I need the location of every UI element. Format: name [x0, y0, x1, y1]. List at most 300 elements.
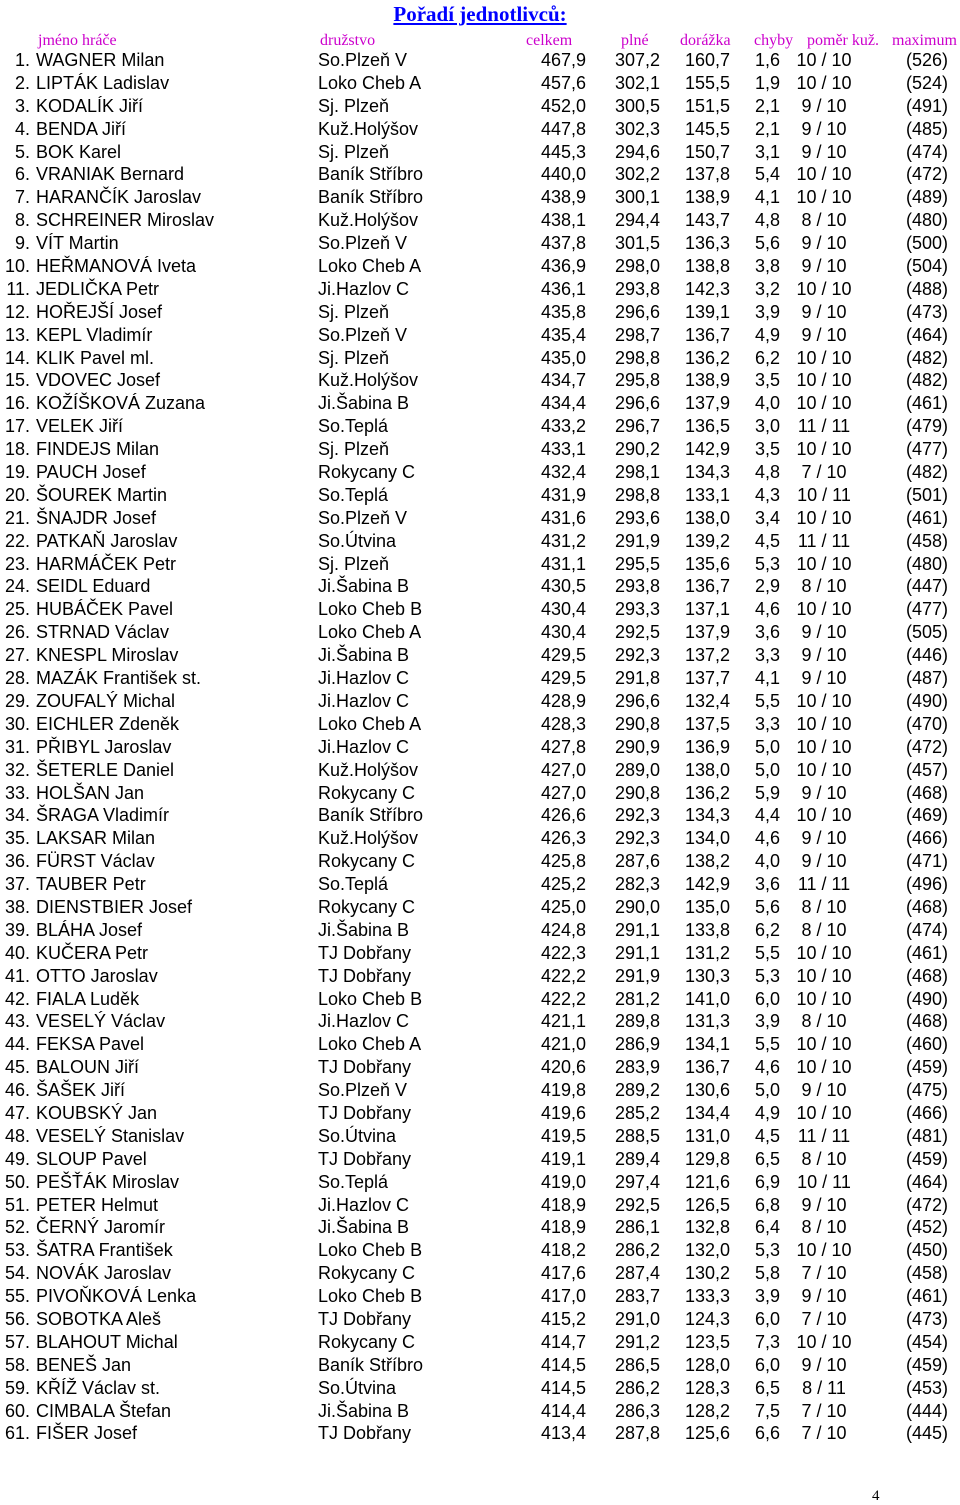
total-score: 425,0 — [540, 896, 586, 917]
rank-cell: 38. — [4, 896, 30, 917]
team-name: Rokycany C — [318, 1331, 416, 1352]
rank-cell: 42. — [4, 988, 30, 1009]
full-score: 291,1 — [614, 919, 660, 940]
total-score: 435,4 — [540, 324, 586, 345]
clear-score: 138,9 — [684, 370, 730, 391]
team-name: Kuž.Holýšov — [318, 118, 419, 139]
table-row — [0, 644, 960, 667]
max-score: (472) — [905, 164, 948, 185]
rank-cell: 35. — [4, 828, 30, 849]
total-score: 413,4 — [540, 1423, 586, 1444]
errors-count: 5,5 — [754, 942, 780, 963]
ratio-value: 11 / 11 — [797, 874, 851, 895]
ratio-value: 10 / 10 — [796, 164, 852, 185]
header-max: maximum — [892, 32, 957, 49]
team-name: So.Teplá — [318, 874, 389, 895]
team-name: So.Útvina — [318, 1377, 397, 1398]
errors-count: 7,5 — [754, 1400, 780, 1421]
max-score: (459) — [905, 1354, 948, 1375]
full-score: 292,5 — [614, 622, 660, 643]
full-score: 300,5 — [614, 95, 660, 116]
player-name: ŠRAGA Vladimír — [36, 805, 170, 826]
player-name: KŘÍŽ Václav st. — [36, 1377, 161, 1398]
team-name: Baník Stříbro — [318, 805, 424, 826]
header-full: plné — [621, 32, 649, 49]
full-score: 296,7 — [614, 416, 660, 437]
team-name: TJ Dobřany — [318, 942, 412, 963]
ratio-value: 10 / 10 — [796, 553, 852, 574]
total-score: 452,0 — [540, 95, 586, 116]
ratio-value: 9 / 10 — [801, 668, 847, 689]
max-score: (487) — [905, 668, 948, 689]
ratio-value: 10 / 10 — [796, 187, 852, 208]
clear-score: 142,9 — [684, 439, 730, 460]
full-score: 288,5 — [614, 1125, 660, 1146]
errors-count: 4,9 — [754, 1102, 780, 1123]
errors-count: 6,0 — [754, 988, 780, 1009]
ratio-value: 8 / 10 — [801, 1148, 847, 1169]
rank-cell: 60. — [4, 1400, 30, 1421]
table-row — [0, 278, 960, 301]
table-row — [0, 1400, 960, 1423]
team-name: Ji.Šabina B — [318, 576, 410, 597]
max-score: (482) — [905, 347, 948, 368]
errors-count: 3,6 — [754, 622, 780, 643]
rank-cell: 37. — [4, 874, 30, 895]
rank-cell: 15. — [4, 370, 30, 391]
errors-count: 4,0 — [754, 851, 780, 872]
total-score: 431,2 — [540, 530, 586, 551]
full-score: 283,7 — [614, 1286, 660, 1307]
clear-score: 137,7 — [684, 668, 730, 689]
total-score: 457,6 — [540, 72, 586, 93]
max-score: (504) — [905, 256, 948, 277]
team-name: Sj. Plzeň — [318, 553, 390, 574]
table-row — [0, 736, 960, 759]
errors-count: 4,6 — [754, 828, 780, 849]
errors-count: 2,1 — [754, 95, 780, 116]
full-score: 298,7 — [614, 324, 660, 345]
full-score: 307,2 — [614, 50, 660, 70]
player-name: HOLŠAN Jan — [36, 782, 145, 803]
rank-cell: 2. — [14, 72, 30, 93]
full-score: 290,8 — [614, 782, 660, 803]
player-name: VESELÝ Václav — [36, 1011, 166, 1032]
total-score: 434,7 — [540, 370, 586, 391]
full-score: 293,6 — [614, 507, 660, 528]
clear-score: 137,9 — [684, 393, 730, 414]
max-score: (482) — [905, 462, 948, 483]
max-score: (461) — [905, 1286, 948, 1307]
clear-score: 136,9 — [684, 736, 730, 757]
rank-cell: 46. — [4, 1080, 30, 1101]
player-name: FÜRST Václav — [36, 851, 155, 872]
clear-score: 139,1 — [684, 301, 730, 322]
errors-count: 5,9 — [754, 782, 780, 803]
rank-cell: 12. — [4, 301, 30, 322]
max-score: (452) — [905, 1217, 948, 1238]
full-score: 297,4 — [614, 1171, 660, 1192]
clear-score: 129,8 — [684, 1148, 730, 1169]
table-row — [0, 1171, 960, 1194]
ratio-value: 9 / 10 — [801, 256, 847, 277]
team-name: Ji.Šabina B — [318, 1400, 410, 1421]
clear-score: 137,2 — [684, 645, 730, 666]
team-name: Rokycany C — [318, 782, 416, 803]
errors-count: 5,6 — [754, 233, 780, 254]
table-row — [0, 530, 960, 553]
full-score: 295,8 — [614, 370, 660, 391]
max-score: (461) — [905, 942, 948, 963]
team-name: Kuž.Holýšov — [318, 370, 419, 391]
errors-count: 3,4 — [754, 507, 780, 528]
table-row — [0, 1102, 960, 1125]
team-name: So.Útvina — [318, 530, 397, 551]
full-score: 298,8 — [614, 347, 660, 368]
full-score: 298,8 — [614, 484, 660, 505]
total-score: 422,2 — [540, 988, 586, 1009]
player-name: HARANČÍK Jaroslav — [36, 187, 202, 208]
table-row — [0, 1056, 960, 1079]
errors-count: 4,6 — [754, 599, 780, 620]
total-score: 436,1 — [540, 278, 586, 299]
max-score: (500) — [905, 233, 948, 254]
rank-cell: 54. — [4, 1263, 30, 1284]
errors-count: 5,3 — [754, 965, 780, 986]
total-score: 414,4 — [540, 1400, 586, 1421]
full-score: 285,2 — [614, 1102, 660, 1123]
rank-cell: 24. — [4, 576, 30, 597]
max-score: (477) — [905, 599, 948, 620]
player-name: ŠATRA František — [36, 1240, 173, 1261]
errors-count: 3,9 — [754, 301, 780, 322]
ratio-value: 11 / 11 — [797, 1125, 851, 1146]
player-name: VÍT Martin — [36, 233, 119, 254]
errors-count: 6,0 — [754, 1354, 780, 1375]
full-score: 289,2 — [614, 1080, 660, 1101]
player-name: KODALÍK Jiří — [36, 95, 144, 116]
total-score: 420,6 — [540, 1057, 586, 1078]
ratio-value: 7 / 10 — [801, 1263, 847, 1284]
clear-score: 137,1 — [684, 599, 730, 620]
team-name: Ji.Hazlov C — [318, 736, 410, 757]
full-score: 293,3 — [614, 599, 660, 620]
clear-score: 131,3 — [684, 1011, 730, 1032]
ranking-table — [0, 49, 960, 1445]
table-row — [0, 163, 960, 186]
rank-cell: 20. — [4, 484, 30, 505]
player-name: VRANIAK Bernard — [36, 164, 185, 185]
ratio-value: 10 / 10 — [796, 1240, 852, 1261]
total-score: 418,9 — [540, 1217, 586, 1238]
table-row — [0, 1239, 960, 1262]
table-row — [0, 461, 960, 484]
total-score: 430,5 — [540, 576, 586, 597]
team-name: Ji.Šabina B — [318, 645, 410, 666]
errors-count: 7,3 — [754, 1331, 780, 1352]
full-score: 290,0 — [614, 896, 660, 917]
max-score: (464) — [905, 1171, 948, 1192]
max-score: (477) — [905, 439, 948, 460]
clear-score: 132,8 — [684, 1217, 730, 1238]
errors-count: 6,5 — [754, 1148, 780, 1169]
errors-count: 4,8 — [754, 462, 780, 483]
team-name: TJ Dobřany — [318, 965, 412, 986]
rank-cell: 14. — [4, 347, 30, 368]
rank-cell: 53. — [4, 1240, 30, 1261]
clear-score: 124,3 — [684, 1308, 730, 1329]
clear-score: 142,9 — [684, 874, 730, 895]
ratio-value: 10 / 10 — [796, 713, 852, 734]
clear-score: 133,3 — [684, 1286, 730, 1307]
max-score: (471) — [905, 851, 948, 872]
errors-count: 6,9 — [754, 1171, 780, 1192]
team-name: Ji.Hazlov C — [318, 1194, 410, 1215]
total-score: 435,0 — [540, 347, 586, 368]
rank-cell: 17. — [4, 416, 30, 437]
team-name: Baník Stříbro — [318, 187, 424, 208]
table-row — [0, 553, 960, 576]
max-score: (473) — [905, 1308, 948, 1329]
total-score: 467,9 — [540, 50, 586, 70]
errors-count: 5,5 — [754, 1034, 780, 1055]
team-name: TJ Dobřany — [318, 1102, 412, 1123]
ratio-value: 10 / 10 — [796, 1057, 852, 1078]
rank-cell: 58. — [4, 1354, 30, 1375]
max-score: (446) — [905, 645, 948, 666]
errors-count: 6,2 — [754, 919, 780, 940]
page-number: 4 — [872, 1488, 880, 1504]
rank-cell: 50. — [4, 1171, 30, 1192]
total-score: 417,0 — [540, 1286, 586, 1307]
max-score: (524) — [905, 72, 948, 93]
player-name: BOK Karel — [36, 141, 122, 162]
errors-count: 3,0 — [754, 416, 780, 437]
clear-score: 131,2 — [684, 942, 730, 963]
player-name: KOUBSKÝ Jan — [36, 1102, 158, 1123]
full-score: 287,8 — [614, 1423, 660, 1444]
total-score: 434,4 — [540, 393, 586, 414]
ratio-value: 10 / 10 — [796, 965, 852, 986]
max-score: (489) — [905, 187, 948, 208]
player-name: WAGNER Milan — [36, 50, 165, 70]
total-score: 438,1 — [540, 210, 586, 231]
team-name: Sj. Plzeň — [318, 439, 390, 460]
full-score: 302,2 — [614, 164, 660, 185]
table-row — [0, 896, 960, 919]
player-name: PAUCH Josef — [36, 462, 146, 483]
errors-count: 4,8 — [754, 210, 780, 231]
clear-score: 136,7 — [684, 576, 730, 597]
clear-score: 132,4 — [684, 690, 730, 711]
table-row — [0, 1125, 960, 1148]
max-score: (474) — [905, 919, 948, 940]
ratio-value: 7 / 10 — [801, 1423, 847, 1444]
total-score: 427,0 — [540, 782, 586, 803]
max-score: (491) — [905, 95, 948, 116]
errors-count: 3,5 — [754, 370, 780, 391]
clear-score: 136,7 — [684, 1057, 730, 1078]
table-row — [0, 1354, 960, 1377]
total-score: 419,5 — [540, 1125, 586, 1146]
max-score: (458) — [905, 530, 948, 551]
player-name: ŠNAJDR Josef — [36, 507, 157, 528]
team-name: Loko Cheb A — [318, 713, 422, 734]
table-row — [0, 141, 960, 164]
ratio-value: 8 / 10 — [801, 210, 847, 231]
table-row — [0, 1216, 960, 1239]
header-total: celkem — [526, 32, 573, 49]
player-name: KOŽÍŠKOVÁ Zuzana — [36, 393, 206, 414]
team-name: So.Teplá — [318, 484, 389, 505]
clear-score: 136,2 — [684, 347, 730, 368]
errors-count: 4,3 — [754, 484, 780, 505]
full-score: 282,3 — [614, 874, 660, 895]
table-row — [0, 95, 960, 118]
ratio-value: 9 / 10 — [801, 851, 847, 872]
full-score: 294,6 — [614, 141, 660, 162]
table-row — [0, 72, 960, 95]
clear-score: 136,2 — [684, 782, 730, 803]
table-row — [0, 232, 960, 255]
team-name: Ji.Šabina B — [318, 393, 410, 414]
clear-score: 134,3 — [684, 462, 730, 483]
player-name: ŠETERLE Daniel — [36, 759, 175, 780]
errors-count: 6,4 — [754, 1217, 780, 1238]
team-name: Sj. Plzeň — [318, 141, 390, 162]
total-score: 425,8 — [540, 851, 586, 872]
table-row — [0, 118, 960, 141]
player-name: LIPTÁK Ladislav — [36, 72, 170, 93]
total-score: 418,9 — [540, 1194, 586, 1215]
clear-score: 137,8 — [684, 164, 730, 185]
rank-cell: 34. — [4, 805, 30, 826]
full-score: 286,3 — [614, 1400, 660, 1421]
full-score: 296,6 — [614, 301, 660, 322]
errors-count: 4,1 — [754, 187, 780, 208]
ratio-value: 8 / 10 — [801, 919, 847, 940]
errors-count: 5,6 — [754, 896, 780, 917]
table-row — [0, 1308, 960, 1331]
team-name: TJ Dobřany — [318, 1308, 412, 1329]
rank-cell: 3. — [14, 95, 30, 116]
ratio-value: 9 / 10 — [801, 95, 847, 116]
ratio-value: 9 / 10 — [801, 324, 847, 345]
player-name: FINDEJS Milan — [36, 439, 160, 460]
full-score: 286,2 — [614, 1377, 660, 1398]
max-score: (526) — [905, 50, 948, 70]
team-name: Rokycany C — [318, 851, 416, 872]
player-name: BENDA Jiří — [36, 118, 127, 139]
errors-count: 3,3 — [754, 713, 780, 734]
total-score: 427,8 — [540, 736, 586, 757]
table-row — [0, 392, 960, 415]
max-score: (457) — [905, 759, 948, 780]
errors-count: 1,9 — [754, 72, 780, 93]
rank-cell: 18. — [4, 439, 30, 460]
errors-count: 4,4 — [754, 805, 780, 826]
ratio-value: 10 / 10 — [796, 72, 852, 93]
ratio-value: 7 / 10 — [801, 462, 847, 483]
clear-score: 121,6 — [684, 1171, 730, 1192]
full-score: 290,2 — [614, 439, 660, 460]
total-score: 419,0 — [540, 1171, 586, 1192]
table-row — [0, 324, 960, 347]
total-score: 414,5 — [540, 1354, 586, 1375]
errors-count: 6,0 — [754, 1308, 780, 1329]
max-score: (445) — [905, 1423, 948, 1444]
max-score: (469) — [905, 805, 948, 826]
full-score: 301,5 — [614, 233, 660, 254]
ratio-value: 10 / 10 — [796, 690, 852, 711]
table-row — [0, 575, 960, 598]
max-score: (496) — [905, 874, 948, 895]
rank-cell: 61. — [4, 1423, 30, 1444]
page-title: Pořadí jednotlivců: — [393, 2, 567, 26]
clear-score: 133,8 — [684, 919, 730, 940]
ratio-value: 9 / 10 — [801, 622, 847, 643]
total-score: 419,1 — [540, 1148, 586, 1169]
rank-cell: 56. — [4, 1308, 30, 1329]
max-score: (466) — [905, 828, 948, 849]
ratio-value: 9 / 10 — [801, 1194, 847, 1215]
ratio-value: 8 / 10 — [801, 576, 847, 597]
player-name: BLÁHA Josef — [36, 919, 143, 940]
player-name: SOBOTKA Aleš — [36, 1308, 162, 1329]
ratio-value: 10 / 10 — [796, 988, 852, 1009]
ratio-value: 8 / 10 — [801, 1217, 847, 1238]
team-name: Ji.Hazlov C — [318, 690, 410, 711]
full-score: 291,1 — [614, 942, 660, 963]
table-row — [0, 1148, 960, 1171]
team-name: Rokycany C — [318, 1263, 416, 1284]
rank-cell: 33. — [4, 782, 30, 803]
table-row — [0, 873, 960, 896]
errors-count: 5,4 — [754, 164, 780, 185]
max-score: (501) — [905, 484, 948, 505]
clear-score: 130,3 — [684, 965, 730, 986]
player-name: PETER Helmut — [36, 1194, 159, 1215]
full-score: 289,4 — [614, 1148, 660, 1169]
clear-score: 155,5 — [684, 72, 730, 93]
total-score: 424,8 — [540, 919, 586, 940]
team-name: Ji.Hazlov C — [318, 668, 410, 689]
max-score: (480) — [905, 553, 948, 574]
table-row — [0, 965, 960, 988]
max-score: (490) — [905, 988, 948, 1009]
team-name: Kuž.Holýšov — [318, 828, 419, 849]
table-row — [0, 1422, 960, 1445]
team-name: Sj. Plzeň — [318, 347, 390, 368]
ratio-value: 9 / 10 — [801, 1286, 847, 1307]
player-name: ŠAŠEK Jiří — [36, 1080, 126, 1101]
max-score: (453) — [905, 1377, 948, 1398]
rank-cell: 8. — [14, 210, 30, 231]
total-score: 427,0 — [540, 759, 586, 780]
ratio-value: 10 / 10 — [796, 736, 852, 757]
player-name: SCHREINER Miroslav — [36, 210, 215, 231]
player-name: PIVOŇKOVÁ Lenka — [36, 1286, 197, 1307]
clear-score: 125,6 — [684, 1423, 730, 1444]
player-name: PEŠŤÁK Miroslav — [36, 1171, 180, 1192]
full-score: 281,2 — [614, 988, 660, 1009]
player-name: HEŘMANOVÁ Iveta — [36, 256, 197, 277]
full-score: 286,9 — [614, 1034, 660, 1055]
rank-cell: 23. — [4, 553, 30, 574]
player-name: MAZÁK František st. — [36, 668, 202, 689]
clear-score: 136,7 — [684, 324, 730, 345]
ratio-value: 7 / 10 — [801, 1400, 847, 1421]
